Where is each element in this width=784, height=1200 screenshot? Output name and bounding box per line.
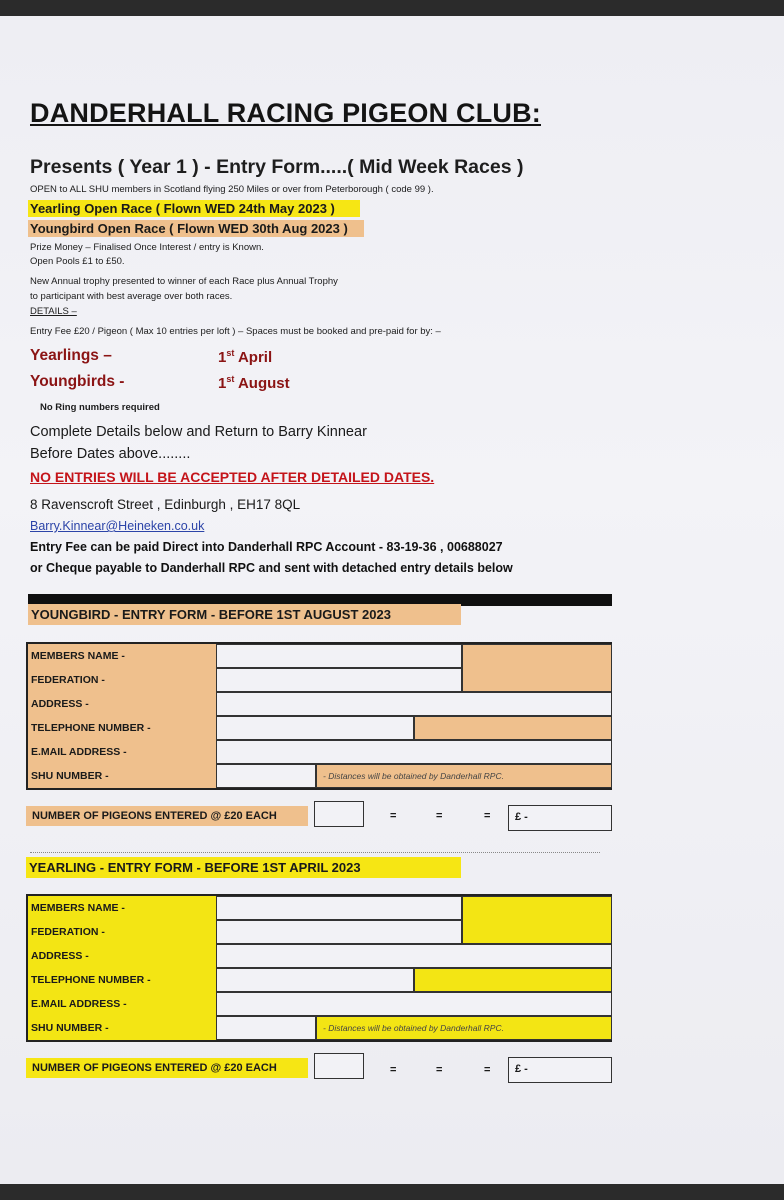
email-field[interactable] (216, 740, 612, 764)
shu-number-label: SHU NUMBER - (31, 1022, 109, 1034)
youngbird-pigeon-count-input[interactable] (314, 801, 364, 827)
federation-label: FEDERATION - (31, 674, 105, 686)
contact-email-link[interactable]: Barry.Kinnear@Heineken.co.uk (30, 519, 205, 533)
before-dates-text: Before Dates above........ (30, 446, 191, 462)
address-label: ADDRESS - (31, 698, 89, 710)
address-label: ADDRESS - (31, 950, 89, 962)
no-late-entries-warning: NO ENTRIES WILL BE ACCEPTED AFTER DETAILED DATES. (30, 469, 435, 485)
trophy-text-2: to participant with best average over both races. (30, 291, 233, 302)
address-field[interactable] (216, 692, 612, 716)
shaded-block (462, 896, 612, 944)
shaded-block (414, 968, 612, 992)
email-label: E.MAIL ADDRESS - (31, 746, 127, 758)
yearling-total-field[interactable] (508, 1057, 612, 1083)
yearling-pigeon-count-label: NUMBER OF PIGEONS ENTERED @ £20 EACH (26, 1058, 308, 1078)
federation-field[interactable] (216, 668, 462, 692)
youngbirds-deadline-date: 1st August (218, 374, 290, 392)
return-instructions: Complete Details below and Return to Barry Kinnear (30, 424, 367, 440)
youngbirds-deadline-label: Youngbirds - (30, 373, 125, 390)
telephone-field[interactable] (216, 716, 414, 740)
yearling-entry-table (26, 894, 612, 1042)
cut-line (30, 852, 600, 853)
yearling-race-banner: Yearling Open Race ( Flown WED 24th May 2023 ) (28, 200, 360, 217)
payment-cheque-text: or Cheque payable to Danderhall RPC and sent with detached entry details below (30, 561, 513, 575)
equals-sign: = (484, 1064, 491, 1076)
members-name-field[interactable] (216, 644, 462, 668)
equals-sign: = (390, 810, 397, 822)
currency-label: £ - (515, 1063, 528, 1075)
shu-number-field[interactable] (216, 764, 316, 788)
shu-number-field[interactable] (216, 1016, 316, 1040)
currency-label: £ - (515, 811, 528, 823)
equals-sign: = (436, 1064, 443, 1076)
no-ring-text: No Ring numbers required (40, 402, 160, 413)
telephone-label: TELEPHONE NUMBER - (31, 722, 151, 734)
federation-field[interactable] (216, 920, 462, 944)
youngbird-total-field[interactable] (508, 805, 612, 831)
members-name-label: MEMBERS NAME - (31, 650, 125, 662)
telephone-field[interactable] (216, 968, 414, 992)
address-field[interactable] (216, 944, 612, 968)
return-address: 8 Ravenscroft Street , Edinburgh , EH17 8QL (30, 497, 301, 512)
details-label: DETAILS – (30, 306, 77, 317)
members-name-label: MEMBERS NAME - (31, 902, 125, 914)
equals-sign: = (390, 1064, 397, 1076)
youngbird-race-banner: Youngbird Open Race ( Flown WED 30th Aug 2023 ) (28, 220, 364, 237)
entry-form-page (0, 16, 784, 1184)
youngbird-entry-table (26, 642, 612, 790)
open-to-text: OPEN to ALL SHU members in Scotland flying 250 Miles or over from Peterborough ( code 99 ). (30, 184, 434, 195)
yearlings-deadline-date: 1st April (218, 348, 273, 366)
yearling-form-heading: YEARLING - ENTRY FORM - BEFORE 1ST APRIL 2023 (26, 857, 461, 878)
federation-label: FEDERATION - (31, 926, 105, 938)
payment-account-text: Entry Fee can be paid Direct into Danderhall RPC Account - 83-19-36 , 00688027 (30, 540, 503, 554)
equals-sign: = (484, 810, 491, 822)
email-label: E.MAIL ADDRESS - (31, 998, 127, 1010)
shaded-block (414, 716, 612, 740)
youngbird-pigeon-count-label: NUMBER OF PIGEONS ENTERED @ £20 EACH (26, 806, 308, 826)
page-subtitle: Presents ( Year 1 ) - Entry Form.....( Mid Week Races ) (30, 156, 524, 178)
trophy-text-1: New Annual trophy presented to winner of each Race plus Annual Trophy (30, 276, 338, 287)
distance-note: - Distances will be obtained by Danderhall RPC. (316, 1016, 612, 1040)
entry-fee-text: Entry Fee £20 / Pigeon ( Max 10 entries per loft ) – Spaces must be booked and pre-paid for by: – (30, 326, 441, 337)
yearling-pigeon-count-input[interactable] (314, 1053, 364, 1079)
members-name-field[interactable] (216, 896, 462, 920)
shu-number-label: SHU NUMBER - (31, 770, 109, 782)
email-field[interactable] (216, 992, 612, 1016)
page-title: DANDERHALL RACING PIGEON CLUB: (30, 98, 541, 128)
equals-sign: = (436, 810, 443, 822)
distance-note: - Distances will be obtained by Danderhall RPC. (316, 764, 612, 788)
prize-money-text: Prize Money – Finalised Once Interest / entry is Known. (30, 242, 264, 253)
open-pools-text: Open Pools £1 to £50. (30, 256, 125, 267)
yearlings-deadline-label: Yearlings – (30, 347, 112, 364)
youngbird-form-heading: YOUNGBIRD - ENTRY FORM - BEFORE 1ST AUGUST 2023 (28, 604, 461, 625)
telephone-label: TELEPHONE NUMBER - (31, 974, 151, 986)
shaded-block (462, 644, 612, 692)
